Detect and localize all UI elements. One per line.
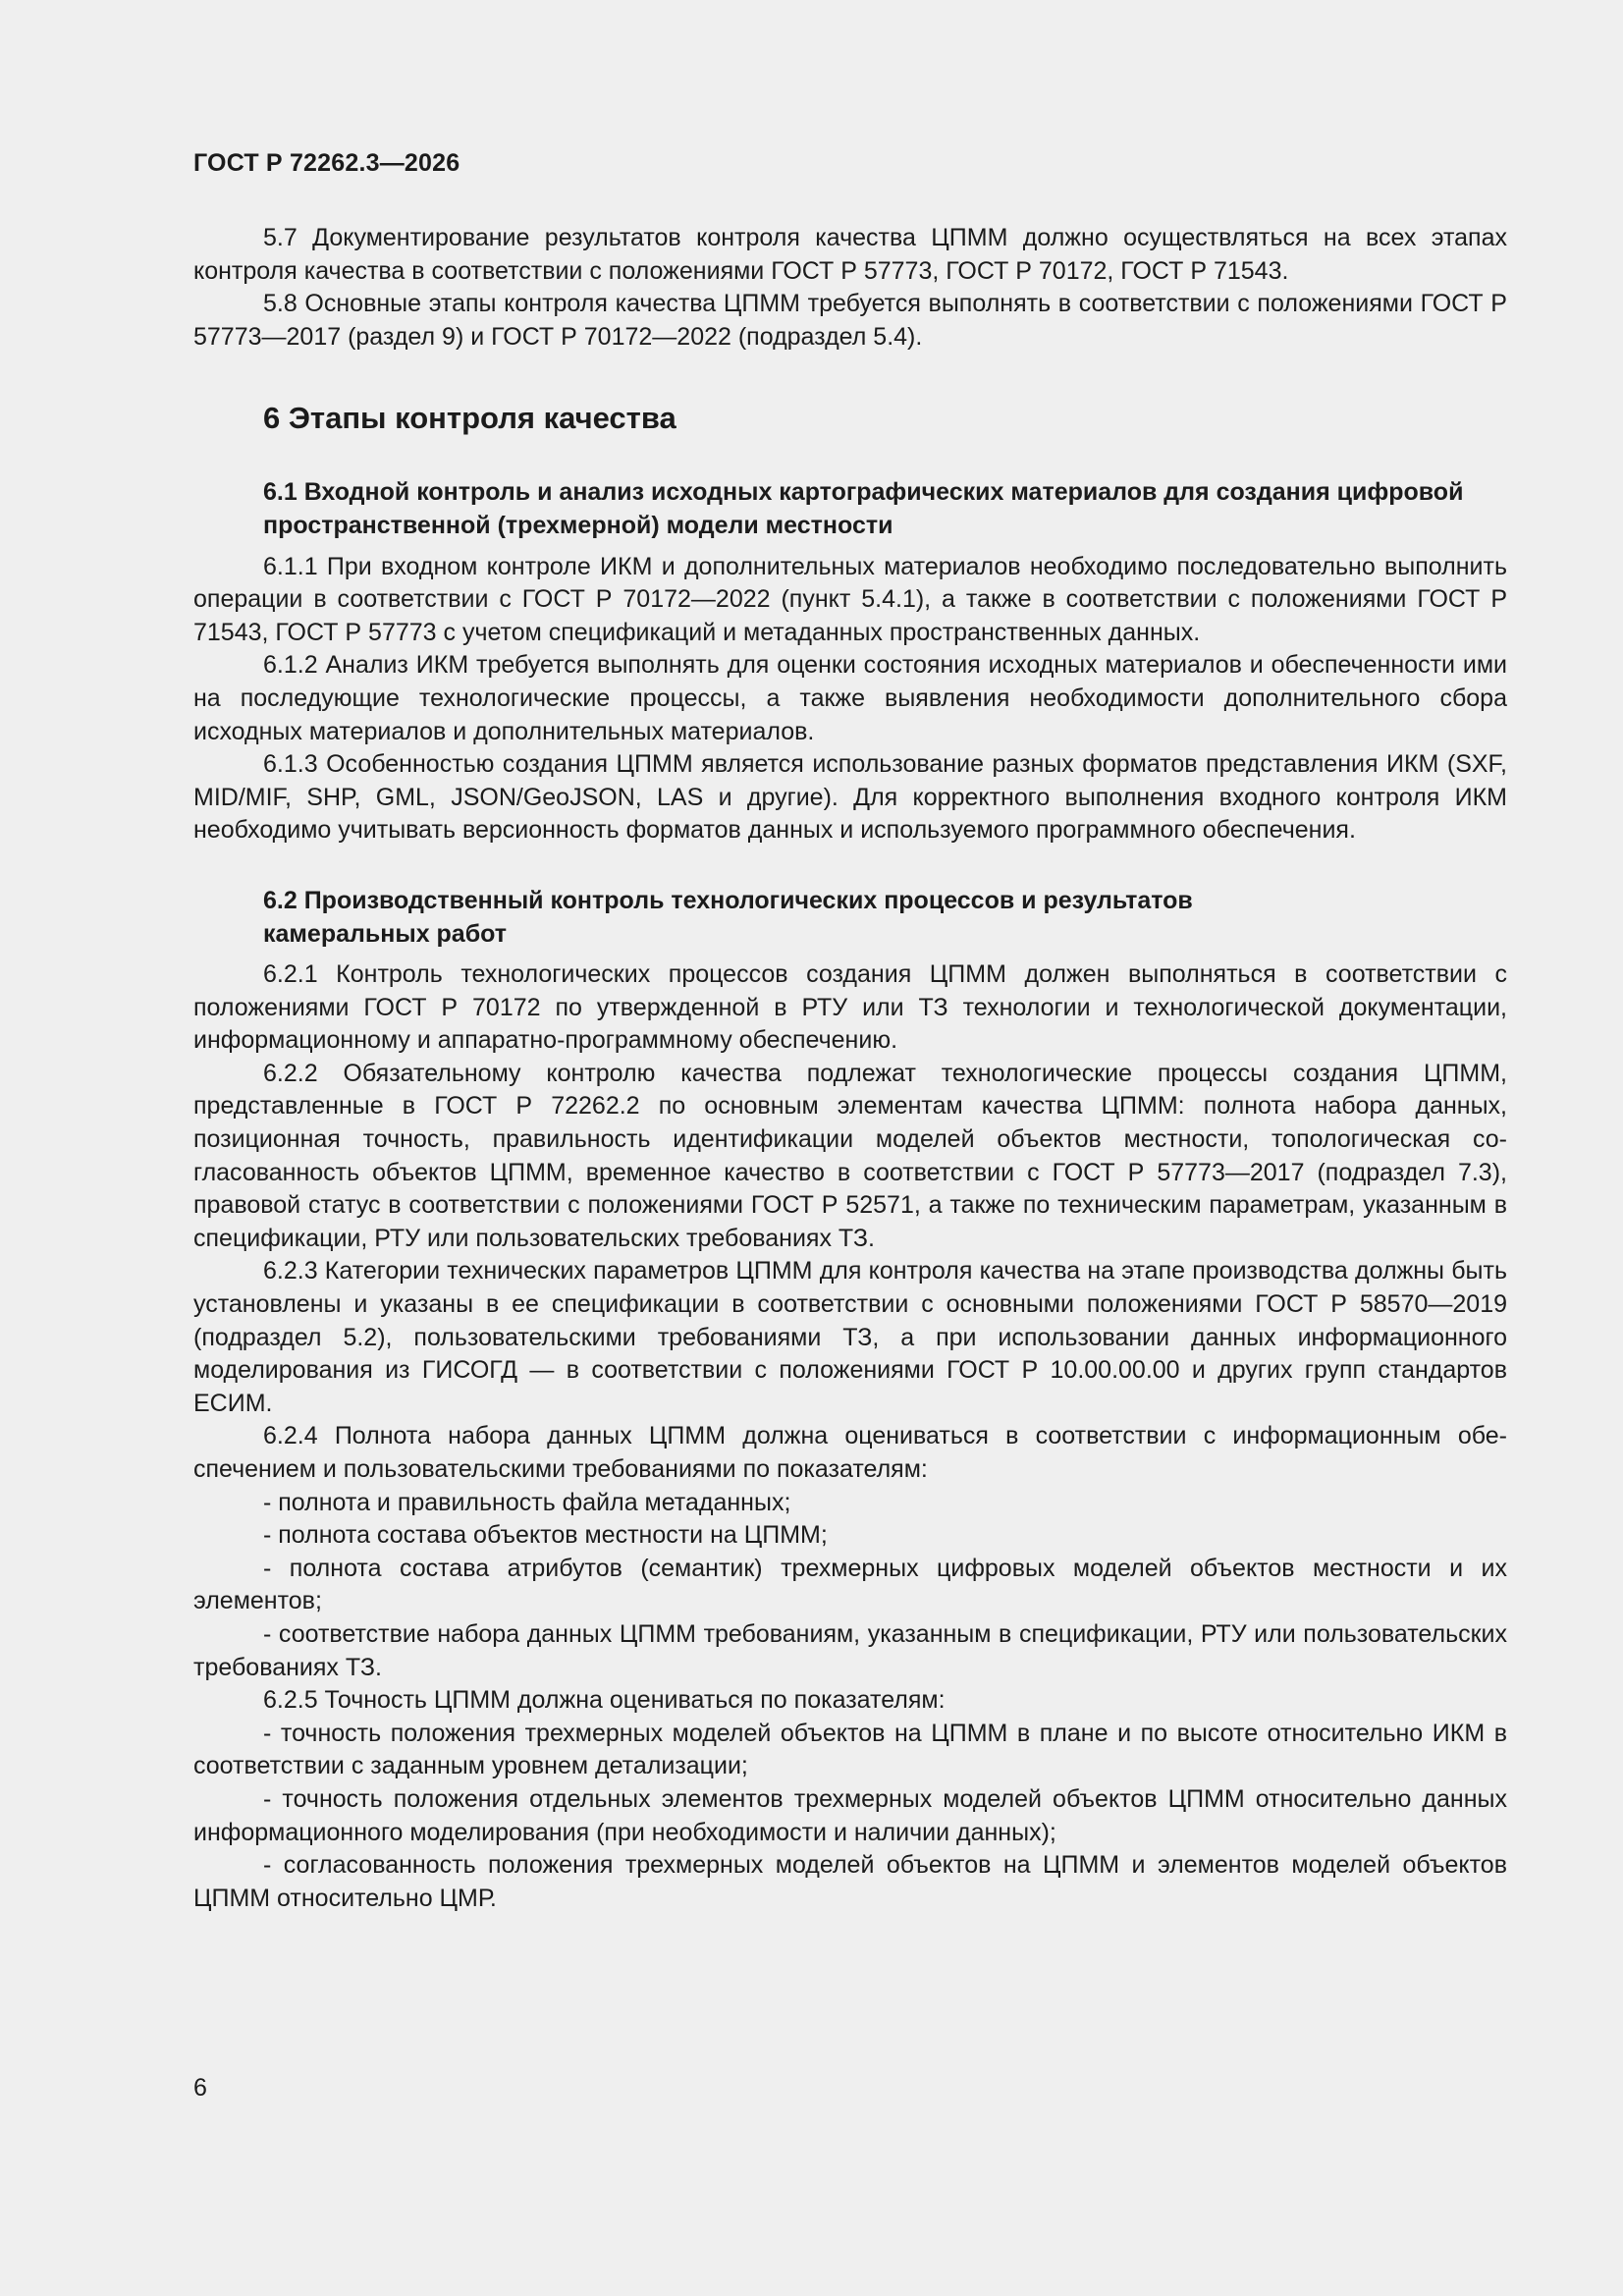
subsection-6-1-title: 6.1 Входной контроль и анализ исходных картографических материалов для создания цифровой пространственной (трехмерной) модели местности [263, 478, 1464, 539]
list-item-completeness-1: - полнота и правильность файла метаданных; [263, 1488, 791, 1516]
paragraph-6-2-5: 6.2.5 Точность ЦПММ должна оцениваться по показателям: [263, 1686, 946, 1715]
subsection-6-2-title-line2: камеральных работ [263, 919, 508, 948]
list-item-accuracy-2: - точность положения отдельных элементов трехмерных моделей объектов ЦПММ относительно данных информационного моделирования (при необходимости и наличии данных); [193, 1784, 1507, 1846]
list-item-accuracy-3: - согласованность положения трехмерных моделей объектов на ЦПММ и элементов моделей объектов ЦПММ относительно ЦМР. [193, 1851, 1507, 1912]
paragraph-6-2-1: 6.2.1 Контроль технологических процессов создания ЦПММ должен выполняться в соответствии с положениями ГОСТ Р 70172 по утвержденной в РТУ или ТЗ технологии и технологической документации, информационному и аппаратно-программному обеспечению. [193, 960, 1507, 1055]
page-number: 6 [193, 2074, 207, 2102]
section-6-title: 6 Этапы контроля качества [263, 401, 676, 436]
paragraph-6-1-3: 6.1.3 Особенностью создания ЦПММ является использование разных форматов представления ИКМ (SXF, MID/MIF, SHP, GML, JSON/GeoJSON, LAS и другие). Для корректного выполнения входного контроля ИКМ необходимо учитывать версионность форматов данных и используемого программного обеспечения. [193, 750, 1507, 845]
list-item-completeness-2: - полнота состава объектов местности на ЦПММ; [263, 1521, 828, 1550]
subsection-6-2-title-line1: 6.2 Производственный контроль технологических процессов и результатов [263, 886, 1193, 914]
list-item-completeness-4: - соответствие набора данных ЦПММ требованиям, указанным в спецификации, РТУ или пользовательских требованиях ТЗ. [193, 1619, 1507, 1681]
paragraph-5-8: 5.8 Основные этапы контроля качества ЦПММ требуется выполнять в соответствии с положениями ГОСТ Р 57773—2017 (раздел 9) и ГОСТ Р 70172—2022 (подраздел 5.4). [193, 290, 1507, 351]
page-content [193, 222, 1507, 1915]
paragraph-6-1-2: 6.1.2 Анализ ИКМ требуется выполнять для оценки состояния исходных материалов и обеспеченности ими на последующие технологические процессы, а также выявления необходимости дополнительного сбора исходных материалов и дополнительных материалов. [193, 651, 1507, 745]
list-item-accuracy-1: - точность положения трехмерных моделей объектов на ЦПММ в плане и по высоте относительно ИКМ в соответствии с заданным уровнем детализации; [193, 1719, 1507, 1780]
paragraph-5-7: 5.7 Документирование результатов контроля качества ЦПММ должно осуществляться на всех этапах контроля качества в соответствии с положениями ГОСТ Р 57773, ГОСТ Р 70172, ГОСТ Р 71543. [193, 224, 1507, 285]
paragraph-6-2-3: 6.2.3 Категории технических параметров ЦПММ для контроля качества на этапе производства должны быть установлены и указаны в ее спецификации в соответствии с основными положениями ГОСТ Р 58570—2019 (подраздел 5.2), пользовательскими требованиями ТЗ, а при использовании данных информационного моделирования из ГИСОГД — в соответствии с положениями ГОСТ Р 10.00.00.00 и других групп стандартов ЕСИМ. [193, 1257, 1507, 1417]
paragraph-6-1-1: 6.1.1 При входном контроле ИКМ и дополнительных материалов необходимо последовательно выполнить операции в соответствии с ГОСТ Р 70172—2022 (пункт 5.4.1), а также в соответствии с положениями ГОСТ Р 71543, ГОСТ Р 57773 с учетом спецификаций и метаданных пространственных данных. [193, 552, 1507, 646]
subsection-6-2-title [263, 885, 1507, 951]
list-item-completeness-3: - полнота состава атрибутов (семантик) трехмерных цифровых моделей объектов местности и их элементов; [193, 1554, 1507, 1615]
document-header: ГОСТ Р 72262.3—2026 [193, 149, 460, 177]
paragraph-6-2-4: 6.2.4 Полнота набора данных ЦПММ должна оцениваться в соответствии с информационным обеспечением и пользовательскими требованиями по показателям: [193, 1422, 1507, 1483]
paragraph-6-2-2: 6.2.2 Обязательному контролю качества подлежат технологические процессы создания ЦПММ, представленные в ГОСТ Р 72262.2 по основным элементам качества ЦПММ: полнота набора данных, позиционная точность, правильность идентификации моделей объектов местности, топологическая согласованность объектов ЦПММ, временное качество в соответствии с ГОСТ Р 57773—2017 (подраздел 7.3), правовой статус в соответствии с положениями ГОСТ Р 52571, а также по техническим параметрам, указанным в спецификации, РТУ или пользовательских требованиях ТЗ. [193, 1059, 1507, 1252]
